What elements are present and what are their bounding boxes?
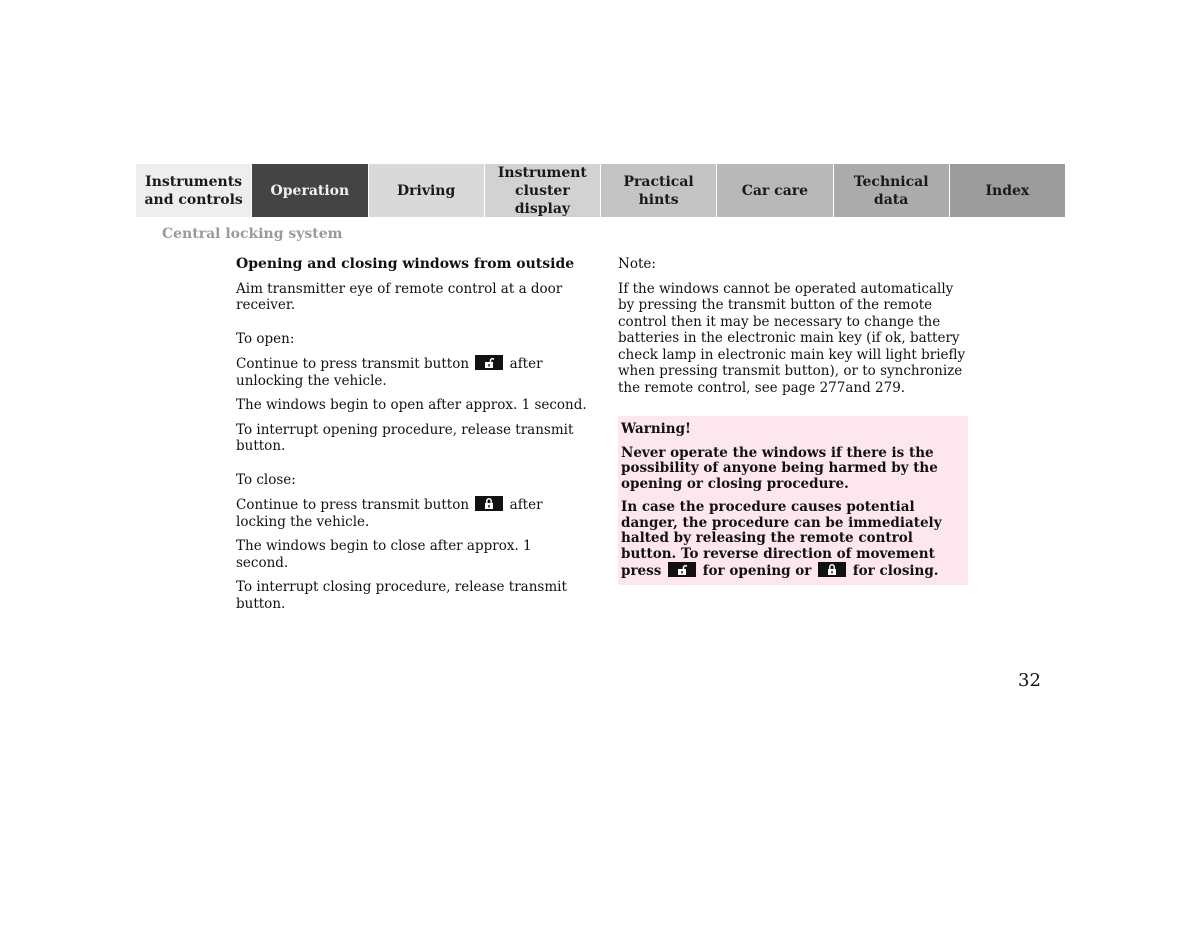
close-interrupt-text: To interrupt closing procedure, release transmit button.	[236, 579, 567, 612]
right-column	[618, 256, 968, 585]
tab-index[interactable]: Index	[950, 164, 1065, 217]
tab-technical-data[interactable]: Technical data	[834, 164, 950, 217]
note-text: If the windows cannot be operated automatically by pressing the transmit button of the remote control then it may be necessary to change the batteries in the electronic main key (if ok, battery check lamp in electronic main key will light briefly when pressing transmit button), or to synchronize the remote control, see page 277and 279.	[618, 280, 966, 396]
close-begin-text: The windows begin to close after approx. 1 second.	[236, 538, 532, 571]
tab-car-care[interactable]: Car care	[717, 164, 833, 217]
tab-driving[interactable]: Driving	[369, 164, 485, 217]
warning-paragraph-1: Never operate the windows if there is the possibility of anyone being harmed by the opening or closing procedure.	[621, 444, 938, 492]
open-label: To open:	[236, 330, 295, 347]
chapter-nav	[136, 164, 1065, 217]
tab-instruments-and-controls[interactable]: Instruments and controls	[136, 164, 252, 217]
open-begin-text: The windows begin to open after approx. 1 second.	[236, 397, 587, 413]
section-title: Central locking system	[162, 226, 343, 242]
note-label: Note:	[618, 256, 656, 272]
unlock-key-icon	[668, 562, 696, 577]
close-step: Continue to press transmit button after locking the vehicle.	[236, 497, 543, 530]
lock-key-icon	[475, 496, 503, 511]
open-interrupt-text: To interrupt opening procedure, release transmit button.	[236, 421, 574, 454]
open-step: Continue to press transmit button after unlocking the vehicle.	[236, 356, 543, 389]
warning-box	[618, 416, 968, 585]
tab-practical-hints[interactable]: Practical hints	[601, 164, 717, 217]
tab-instrument-cluster-display[interactable]: Instrument cluster display	[485, 164, 601, 217]
intro-text: Aim transmitter eye of remote control at a door receiver.	[236, 280, 563, 313]
subsection-heading: Opening and closing windows from outside	[236, 256, 575, 272]
left-column	[236, 256, 588, 612]
unlock-key-icon	[475, 355, 503, 370]
close-label: To close:	[236, 471, 296, 488]
lock-key-icon	[818, 562, 846, 577]
page-number: 32	[1018, 670, 1041, 691]
warning-title: Warning!	[621, 421, 691, 437]
warning-paragraph-2: In case the procedure causes potential danger, the procedure can be immediately halted by releasing the remote control button. To reverse direction of movement press for opening or for closing.	[621, 499, 942, 579]
tab-operation[interactable]: Operation	[252, 164, 368, 217]
